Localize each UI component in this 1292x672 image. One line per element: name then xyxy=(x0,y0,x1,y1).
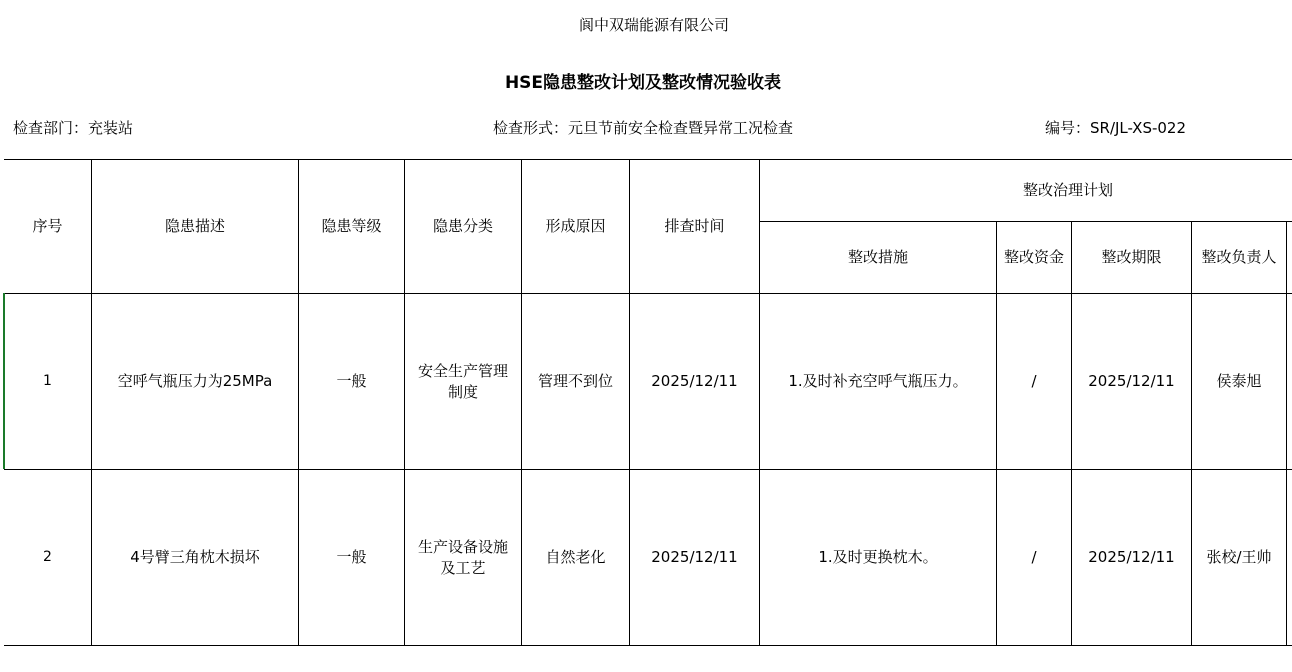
header-check-time: 排查时间 xyxy=(664,217,725,235)
header-measures: 整改措施 xyxy=(847,248,908,266)
company-name: 阆中双瑞能源有限公司 xyxy=(578,16,729,34)
header-description: 隐患描述 xyxy=(164,217,225,235)
header-responsible: 整改负责人 xyxy=(1201,248,1277,266)
row-level: 一般 xyxy=(336,548,367,566)
form-title: HSE隐患整改计划及整改情况验收表 xyxy=(504,73,782,93)
form-code: 编号：SR/JL-XS-022 xyxy=(1045,119,1187,137)
row-deadline: 2025/12/11 xyxy=(1088,548,1175,566)
header-index: 序号 xyxy=(32,217,63,235)
header-level: 隐患等级 xyxy=(321,217,382,235)
row-cause: 管理不到位 xyxy=(537,372,613,390)
header-deadline: 整改期限 xyxy=(1101,248,1162,266)
row-index: 1 xyxy=(43,373,52,389)
row-cause: 自然老化 xyxy=(545,548,606,566)
row-deadline: 2025/12/11 xyxy=(1088,372,1175,390)
row-level: 一般 xyxy=(336,372,367,390)
row-funds: / xyxy=(1031,372,1037,390)
row-index: 2 xyxy=(43,549,52,565)
row-responsible: 侯泰旭 xyxy=(1216,372,1262,390)
header-funds: 整改资金 xyxy=(1003,248,1064,266)
row-measures: 1.及时补充空呼气瓶压力。 xyxy=(788,372,968,390)
row-responsible: 张校/王帅 xyxy=(1206,548,1272,566)
header-category: 隐患分类 xyxy=(432,217,493,235)
row-check-time: 2025/12/11 xyxy=(651,372,738,390)
row-funds: / xyxy=(1031,548,1037,566)
row-category: 生产设备设施及工艺 xyxy=(417,537,508,577)
row-category: 安全生产管理制度 xyxy=(417,361,508,401)
header-cause: 形成原因 xyxy=(545,217,606,235)
row-check-time: 2025/12/11 xyxy=(651,548,738,566)
inspection-form: 检查形式：元旦节前安全检查暨异常工况检查 xyxy=(493,119,794,137)
inspection-department: 检查部门：充装站 xyxy=(13,119,134,137)
row-description: 空呼气瓶压力为25MPa xyxy=(117,372,273,390)
header-plan-group: 整改治理计划 xyxy=(1022,181,1113,199)
row-measures: 1.及时更换枕木。 xyxy=(818,548,938,566)
row-description: 4号臂三角枕木损坏 xyxy=(130,548,260,566)
